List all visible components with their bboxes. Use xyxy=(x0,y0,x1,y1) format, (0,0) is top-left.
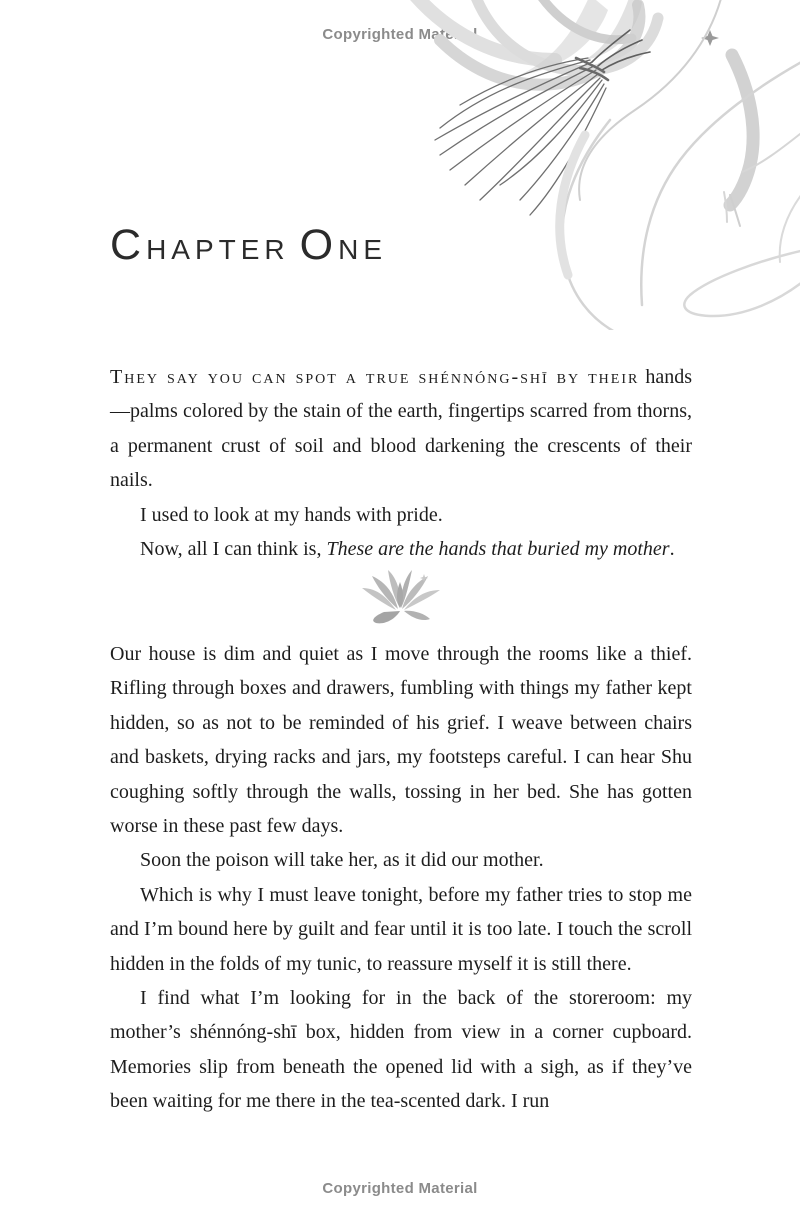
body-text-block-1 xyxy=(110,360,692,566)
chapter-heading: CHAPTER ONE xyxy=(110,221,387,269)
copyright-notice-bottom: Copyrighted Material xyxy=(322,1180,478,1197)
paragraph: Which is why I must leave tonight, before my father tries to stop me and I’m bound here by guilt and fear until it is too late. I touch the scroll hidden in the folds of my tunic, to reassure myself it is still there. xyxy=(110,883,692,975)
paragraph: Now, all I can think is, These are the hands that buried my mother. xyxy=(140,538,675,561)
lotus-flower-icon xyxy=(354,566,446,624)
paragraph: I find what I’m looking for in the back of the storeroom: my mother’s shénnóng-shī box, hidden from view in a corner cupboard. Memories slip from beneath the opened lid with a sigh, as if they’ve been waiting for me there in the tea-scented dark. I run xyxy=(110,987,692,1113)
chapter-heading-initial: C xyxy=(110,221,147,269)
paragraph: Soon the poison will take her, as it did our mother. xyxy=(140,849,544,872)
body-text-block-2 xyxy=(110,637,692,1119)
scene-divider xyxy=(0,566,800,629)
chapter-heading-initial: O xyxy=(299,221,339,269)
italic-phrase: These are the hands that buried my mother xyxy=(326,538,670,561)
paragraph: I used to look at my hands with pride. xyxy=(140,503,443,526)
paragraph: They say you can spot a true shénnóng-shī by their hands—palms colored by the stain of the earth, fingertips scarred from thorns, a permanent crust of soil and blood darkening the crescents of their nails. xyxy=(110,366,692,492)
brush-stroke-swirl-decoration-icon xyxy=(380,0,800,330)
copyright-notice-top: Copyrighted Material xyxy=(322,26,478,43)
paragraph: Our house is dim and quiet as I move through the rooms like a thief. Rifling through boxes and drawers, fumbling with things my father kept hidden, so as not to be reminded of his grief. I weave between chairs and baskets, drying racks and jars, my footsteps careful. I can hear Shu coughing softly through the walls, tossing in her bed. She has gotten worse in these past few days. xyxy=(110,643,692,838)
smallcaps-opening-phrase: They say you can spot a true shénnóng-shī by their xyxy=(110,366,640,388)
